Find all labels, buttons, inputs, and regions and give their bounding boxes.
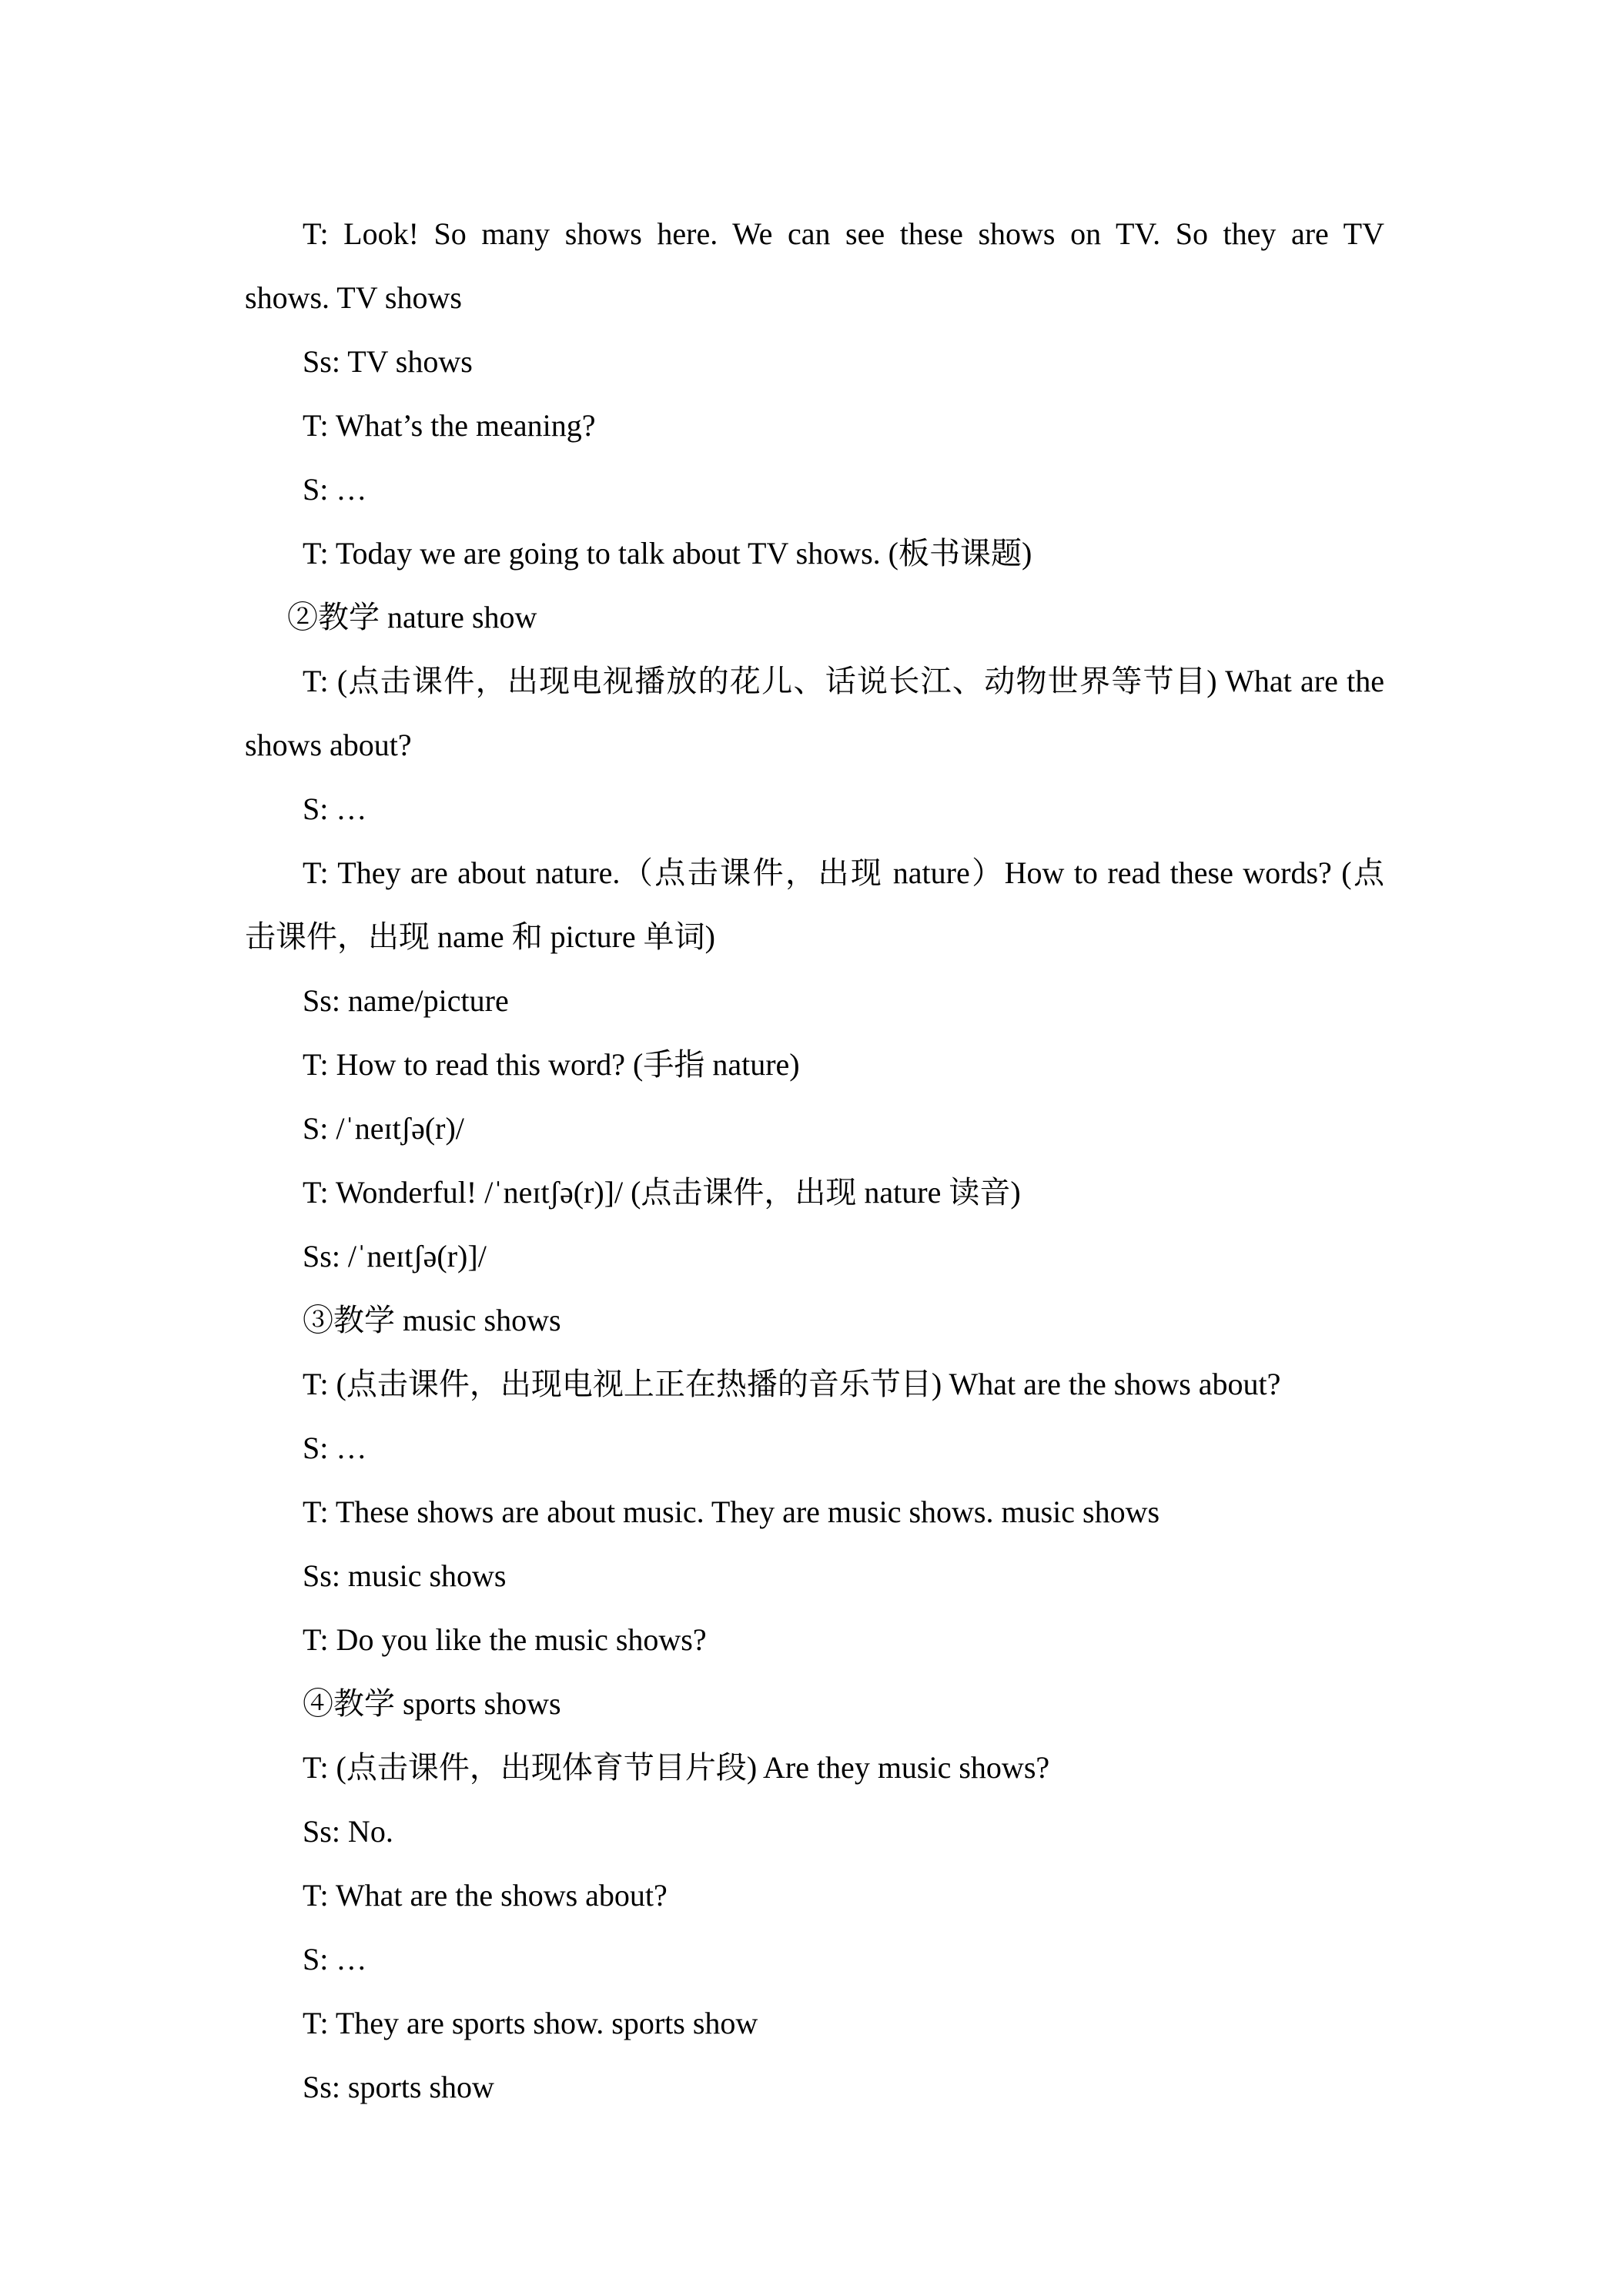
section-heading-nature-show: ②教学 nature show bbox=[287, 600, 537, 634]
section-heading-music-shows: ③教学 music shows bbox=[303, 1303, 561, 1337]
line-20: S: … bbox=[303, 1431, 367, 1465]
line-27: T: What are the shows about? bbox=[303, 1878, 668, 1913]
line-8: T: (点击课件，出现电视播放的花儿、话说长江、动物世界等节目) What are the bbox=[303, 664, 1384, 698]
line-9: shows about? bbox=[245, 728, 412, 762]
line-25: T: (点击课件，出现体育节目片段) Are they music shows? bbox=[303, 1750, 1050, 1785]
document-body bbox=[245, 202, 1384, 2119]
line-5: S: … bbox=[303, 472, 367, 507]
line-2: shows. TV shows bbox=[245, 280, 462, 315]
line-3: Ss: TV shows bbox=[303, 344, 473, 379]
line-23: T: Do you like the music shows? bbox=[303, 1622, 707, 1657]
line-19: T: (点击课件，出现电视上正在热播的音乐节目) What are the shows about? bbox=[303, 1367, 1281, 1401]
line-14: T: How to read this word? (手指 nature) bbox=[303, 1047, 800, 1082]
line-28: S: … bbox=[303, 1942, 367, 1976]
line-30: Ss: sports show bbox=[303, 2070, 494, 2104]
section-heading-sports-shows: ④教学 sports shows bbox=[303, 1686, 561, 1721]
line-12: 击课件，出现 name 和 picture 单词) bbox=[245, 919, 715, 954]
line-22: Ss: music shows bbox=[303, 1558, 507, 1593]
line-21: T: These shows are about music. They are music shows. music shows bbox=[303, 1494, 1160, 1529]
line-6: T: Today we are going to talk about TV shows. (板书课题) bbox=[303, 536, 1032, 571]
line-29: T: They are sports show. sports show bbox=[303, 2006, 758, 2040]
line-1: T: Look! So many shows here. We can see these shows on TV. So they are TV bbox=[303, 216, 1384, 251]
line-16: T: Wonderful! /ˈneɪtʃə(r)]/ (点击课件，出现 nature 读音) bbox=[303, 1175, 1021, 1210]
line-13: Ss: name/picture bbox=[303, 983, 509, 1018]
line-15: S: /ˈneɪtʃə(r)/ bbox=[303, 1111, 464, 1146]
line-11: T: They are about nature.（点击课件，出现 nature）How to read these words? (点 bbox=[303, 855, 1384, 890]
line-10: S: … bbox=[303, 792, 367, 826]
line-4: T: What’s the meaning? bbox=[303, 408, 596, 443]
line-17: Ss: /ˈneɪtʃə(r)]/ bbox=[303, 1239, 487, 1274]
line-26: Ss: No. bbox=[303, 1814, 393, 1849]
